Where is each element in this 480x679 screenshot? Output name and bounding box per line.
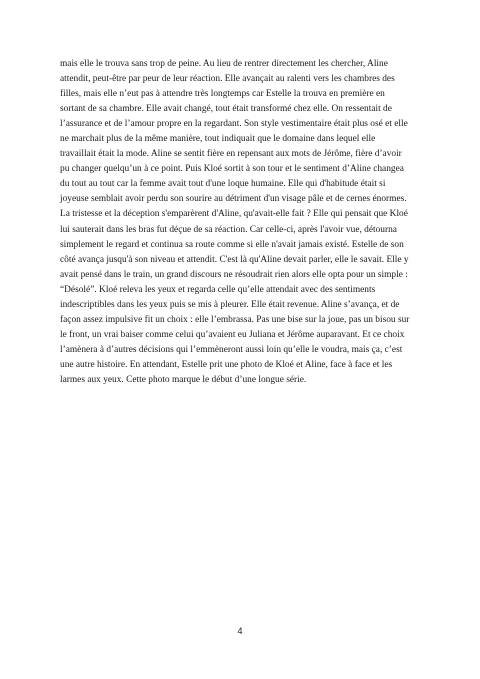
text-line: côté avança jusqu'à son niveau et attendit. C'est là qu'Aline devait parler, elle le savait. Elle y	[60, 254, 409, 265]
text-line: ne marchait plus de la même manière, tout indiquait que le domaine dans lequel elle	[60, 134, 376, 145]
text-line: simplement le regard et continua sa route comme si elle n'avait jamais existé. Estelle de son	[60, 239, 404, 250]
text-line: filles, mais elle n’eut pas à attendre très longtemps car Estelle la trouva en première en	[60, 89, 385, 100]
text-line: pu changer quelqu’un à ce point. Puis Kloé sortit à son tour et le sentiment d’Aline changea	[60, 164, 404, 175]
text-line: une autre histoire. En attendant, Estelle prit une photo de Kloé et Aline, face à face et les	[60, 359, 393, 370]
text-line: La tristesse et la déception s'emparèrent d'Aline, qu'avait-elle fait ? Elle qui pensait que Kloé	[60, 209, 408, 220]
text-line: larmes aux yeux. Cette photo marque le début d’une longue série.	[60, 374, 307, 385]
text-line: travaillait était la mode. Aline se sentit fière en repensant aux mots de Jérôme, fière d’avoir	[60, 149, 402, 160]
text-line: attendit, peut-être par peur de leur réaction. Elle avançait au ralenti vers les chambres des	[60, 74, 395, 85]
text-line: lui sauterait dans les bras fut déçue de sa réaction. Car celle-ci, après l'avoir vue, détourna	[60, 224, 397, 235]
text-line: l’assurance et de l’amour propre en la regardant. Son style vestimentaire était plus osé et elle	[60, 119, 408, 130]
text-line: joyeuse semblait avoir perdu son sourire au détriment d'un visage pâle et de cernes énormes.	[60, 194, 407, 205]
text-line: du tout au tout car la femme avait tout d'une loque humaine. Elle qui d'habitude était si	[60, 179, 386, 190]
text-line: “Désolé”. Kloé releva les yeux et regarda celle qu’elle attendait avec des sentiments	[60, 284, 376, 295]
text-line: indescriptibles dans les yeux puis se mis à pleurer. Elle était revenue. Aline s’avança, et de	[60, 299, 400, 310]
page-number: 4	[237, 626, 243, 636]
text-line: sortant de sa chambre. Elle avait changé, tout était transformé chez elle. On ressentait de	[60, 104, 392, 115]
body-text	[60, 57, 420, 388]
text-line: mais elle le trouva sans trop de peine. Au lieu de rentrer directement les chercher, Aline	[60, 59, 388, 69]
text-line: le front, un vrai baiser comme celui qu’avaient eu Juliana et Jérôme auparavant. Et ce choix	[60, 329, 405, 340]
text-line: avait pensé dans le train, un grand discours ne résoudrait rien alors elle opta pour un simple :	[60, 269, 408, 280]
text-line: l’amènera à d’autres décisions qui l’emmèneront aussi loin qu’elle le voudra, mais ça, c’est	[60, 344, 403, 355]
text-line: façon assez impulsive fit un choix : elle l’embrassa. Pas une bise sur la joue, pas un bisou sur	[60, 314, 410, 325]
